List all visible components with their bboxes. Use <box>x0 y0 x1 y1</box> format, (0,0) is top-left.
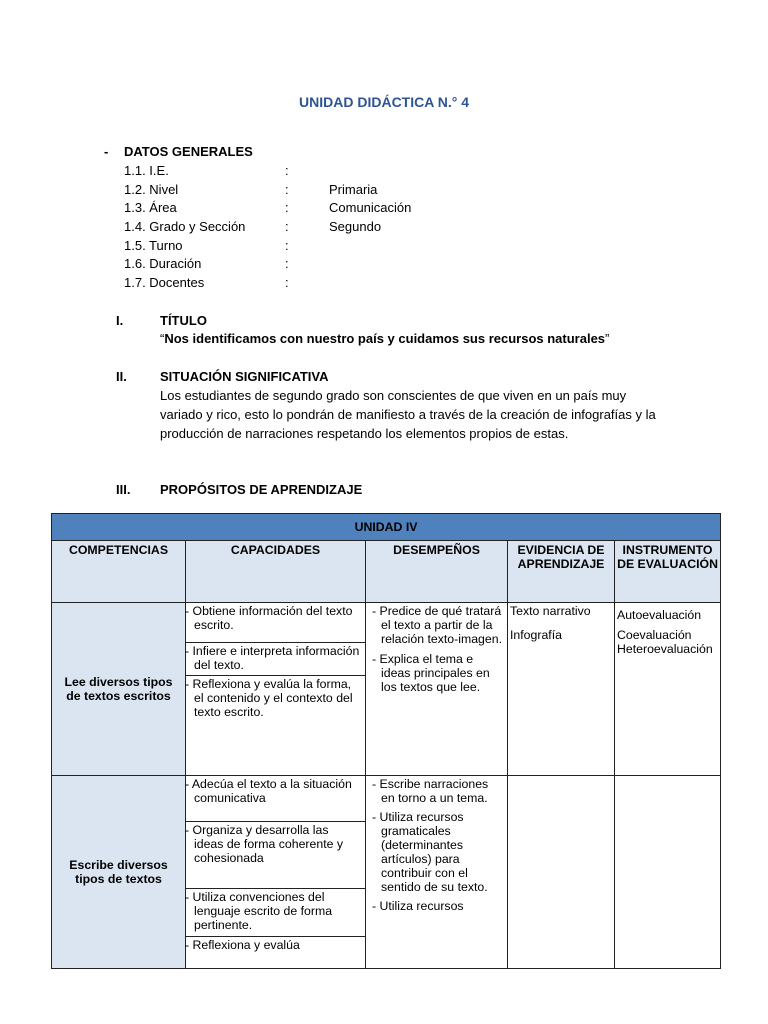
datos-key: 1.4. Grado y Sección <box>124 219 246 235</box>
section-ii-heading: SITUACIÓN SIGNIFICATIVA <box>160 369 329 384</box>
capacidad-item: - Reflexiona y evalúa la forma, el contenido y el contexto del texto escrito. <box>185 677 353 719</box>
datos-dash: - <box>104 144 109 159</box>
instrumentos-cell <box>615 776 721 969</box>
datos-value: Primaria <box>329 181 378 197</box>
datos-key: 1.2. Nivel <box>124 181 179 197</box>
evidencia-item: Infografía <box>510 628 562 642</box>
section-iii-heading: PROPÓSITOS DE APRENDIZAJE <box>160 482 363 497</box>
desempenos-cell <box>366 603 508 776</box>
propositos-table <box>51 513 721 969</box>
capacidad-item: - Utiliza convenciones del lenguaje escrito de forma pertinente. <box>186 889 365 937</box>
datos-colon: : <box>285 256 289 272</box>
column-header-capacidades: CAPACIDADES <box>186 541 366 603</box>
datos-generales-list <box>124 162 524 293</box>
capacidad-item: - Organiza y desarrolla las ideas de forma coherente y cohesionada <box>186 822 365 889</box>
capacidad-item: - Infiere e interpreta información del texto. <box>186 643 365 676</box>
datos-row-nivel <box>124 181 524 200</box>
datos-row-docentes <box>124 274 524 293</box>
capacidad-item: - Reflexiona y evalúa <box>185 938 300 952</box>
datos-colon: : <box>285 163 289 178</box>
column-header-competencias: COMPETENCIAS <box>52 541 186 603</box>
datos-colon: : <box>285 219 289 235</box>
datos-value: Segundo <box>329 219 382 235</box>
open-quote: “ <box>160 331 165 346</box>
datos-key: 1.5. Turno <box>124 237 183 253</box>
instrumento-item: Coevaluación <box>617 628 692 642</box>
datos-row-duracion <box>124 255 524 274</box>
desempeno-item: - Predice de qué tratará el texto a partir de la relación texto-imagen. <box>372 604 502 646</box>
competencia-cell: Lee diversos tipos de textos escritos <box>52 603 186 776</box>
situacion-significativa-text: Los estudiantes de segundo grado son conscientes de que viven en un país muy variado y rico, esto lo pondrán de manifiesto a través de la creación de infografías y la producción de narraciones respetando los elementos propios de estas. <box>160 388 656 441</box>
instrumento-item: Heteroevaluación <box>617 642 713 656</box>
section-i-heading: TÍTULO <box>160 313 207 328</box>
unit-title: Nos identificamos con nuestro país y cuidamos sus recursos naturales <box>164 331 606 346</box>
datos-row-ie <box>124 162 524 181</box>
column-header-desempenos: DESEMPEÑOS <box>366 541 508 603</box>
datos-key: 1.7. Docentes <box>124 275 205 291</box>
competencia-cell: Escribe diversos tipos de textos <box>52 776 186 969</box>
datos-colon: : <box>285 181 289 197</box>
datos-row-area <box>124 199 524 218</box>
unit-title-text <box>160 331 609 346</box>
datos-colon: : <box>285 237 289 253</box>
desempeno-item: - Utiliza recursos <box>372 899 464 913</box>
desempeno-item: - Utiliza recursos gramaticales (determinantes artículos) para contribuir con el sentido de su texto. <box>372 810 488 894</box>
capacidades-cell <box>186 776 366 969</box>
evidencia-item: Texto narrativo <box>510 604 591 618</box>
datos-key: 1.6. Duración <box>124 256 202 272</box>
capacidades-cell <box>186 603 366 776</box>
section-iii-numeral: III. <box>116 482 131 497</box>
evidencias-cell <box>508 603 615 776</box>
unit-header: UNIDAD IV <box>52 514 721 541</box>
desempeno-item: - Explica el tema e ideas principales en los textos que lee. <box>372 652 490 694</box>
column-header-instrumento: INSTRUMENTO DE EVALUACIÓN <box>615 541 721 603</box>
desempenos-cell <box>366 776 508 969</box>
close-quote: ” <box>605 331 610 346</box>
document-title: UNIDAD DIDÁCTICA N.° 4 <box>299 94 469 110</box>
desempeno-item: - Escribe narraciones en torno a un tema. <box>372 777 489 805</box>
datos-generales-heading: DATOS GENERALES <box>124 144 253 159</box>
datos-colon: : <box>285 200 289 216</box>
evidencias-cell <box>508 776 615 969</box>
instrumentos-cell <box>615 603 721 776</box>
instrumento-item: Autoevaluación <box>617 608 702 622</box>
table-row <box>52 603 721 776</box>
datos-key: 1.1. I.E. <box>124 163 169 178</box>
datos-row-grado <box>124 218 524 237</box>
table-row <box>52 776 721 969</box>
datos-row-turno <box>124 237 524 256</box>
datos-value: Comunicación <box>329 200 412 216</box>
column-header-evidencia: EVIDENCIA DE APRENDIZAJE <box>508 541 615 603</box>
section-i-numeral: I. <box>116 313 124 328</box>
capacidad-item: - Adecúa el texto a la situación comunicativa <box>186 776 365 822</box>
section-ii-numeral: II. <box>116 369 127 384</box>
capacidad-item: - Obtiene información del texto escrito. <box>186 603 365 643</box>
datos-key: 1.3. Área <box>124 200 177 216</box>
datos-colon: : <box>285 275 289 291</box>
